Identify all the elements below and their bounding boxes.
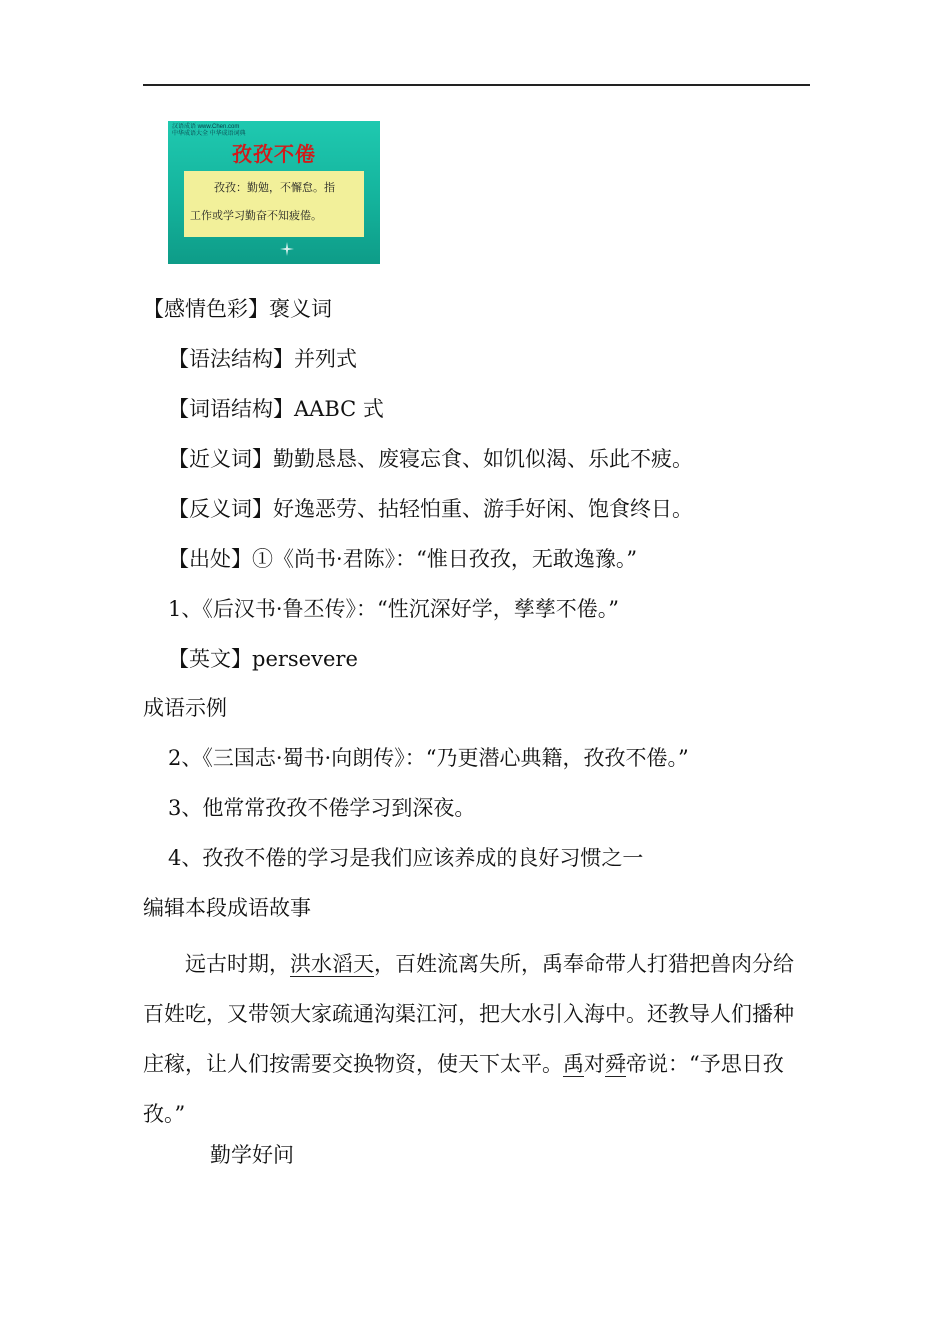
link-hongshui-taotian[interactable]: 洪水滔天 (290, 952, 374, 976)
idiom-image-card (168, 121, 380, 264)
next-section-title: 勤学好问 (210, 1143, 294, 1167)
link-yu[interactable]: 禹 (563, 1052, 584, 1076)
header-rule (143, 84, 810, 86)
story-paragraph: 远古时期，洪水滔天，百姓流离失所，禹奉命带人打猎把兽肉分给百姓吃，又带领大家疏通沟渠江河，把大水引入海中。还教导人们播种庄稼，让人们按需要交换物资，使天下太平。禹对舜帝说：“予思日孜孜。” (143, 952, 794, 1126)
example-4: 4、孜孜不倦的学习是我们应该养成的良好习惯之一 (168, 846, 644, 870)
card-definition-line: 孜孜：勤勉，不懈怠。指 (214, 181, 335, 194)
example-3: 3、他常常孜孜不倦学习到深夜。 (168, 796, 476, 820)
entry-word-structure: 【词语结构】AABC 式 (168, 397, 384, 421)
card-definition-box (184, 171, 364, 237)
example-2: 2、《三国志·蜀书·向朗传》：“乃更潜心典籍，孜孜不倦。” (168, 746, 689, 770)
examples-heading: 成语示例 (143, 696, 227, 720)
link-shun[interactable]: 舜 (605, 1052, 626, 1076)
sparkle-icon (280, 242, 294, 256)
entry-example-1: 1、《后汉书·鲁丕传》：“性沉深好学，孳孳不倦。” (168, 597, 620, 621)
card-watermark: 汉语成语 www.Chen.com 中华成语大全 中华成语词典 (172, 124, 246, 137)
card-definition-line: 工作或学习勤奋不知疲倦。 (190, 209, 322, 222)
entry-synonyms: 【近义词】勤勤恳恳、废寝忘食、如饥似渴、乐此不疲。 (168, 447, 693, 471)
entry-antonyms: 【反义词】好逸恶劳、拈轻怕重、游手好闲、饱食终日。 (168, 497, 693, 521)
entry-grammar: 【语法结构】并列式 (168, 347, 357, 371)
entry-emotion: 【感情色彩】褒义词 (143, 297, 332, 321)
entry-source: 【出处】①《尚书·君陈》：“惟日孜孜，无敢逸豫。” (168, 547, 638, 571)
entry-english: 【英文】persevere (168, 647, 358, 671)
story-heading: 编辑本段成语故事 (143, 896, 311, 920)
card-title: 孜孜不倦 (232, 142, 316, 166)
